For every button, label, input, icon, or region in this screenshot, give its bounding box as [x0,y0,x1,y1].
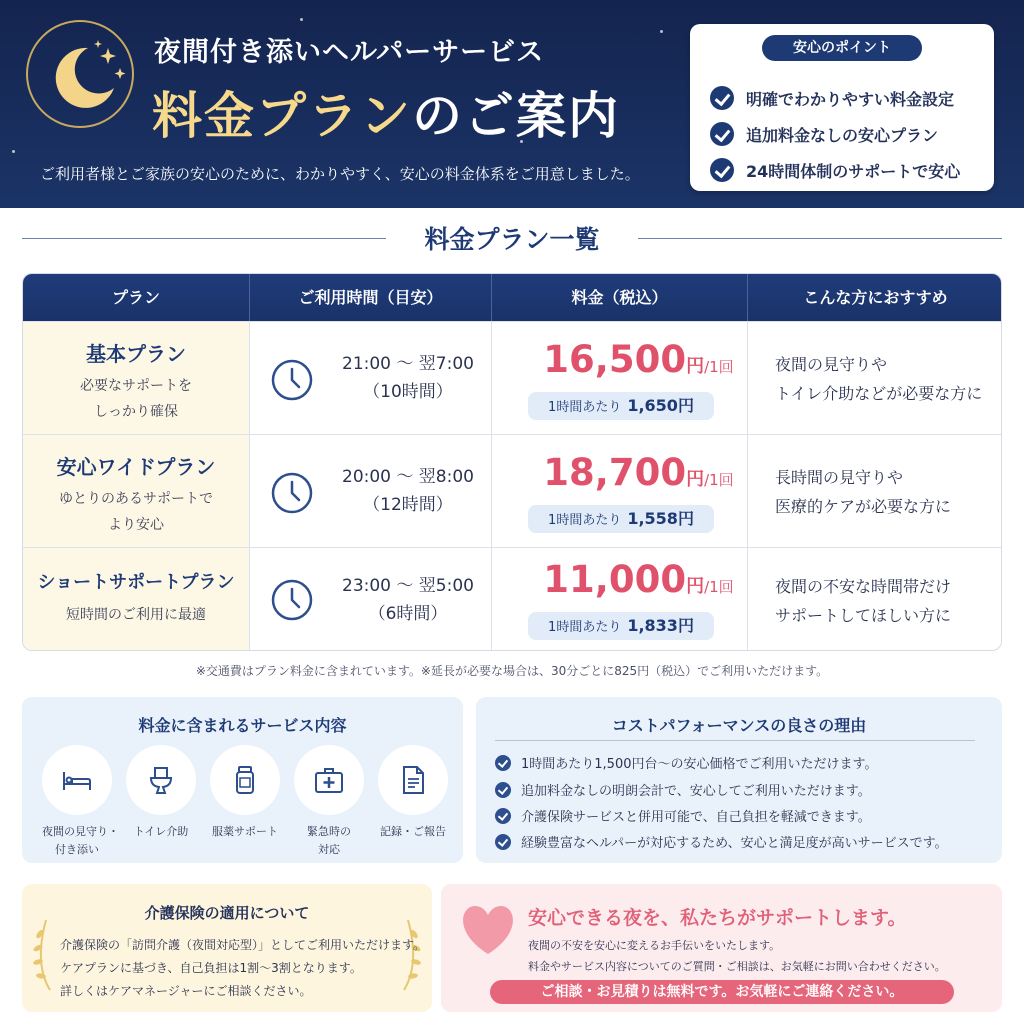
first-aid-kit-icon [294,745,364,815]
price-value: 11,000 [543,558,687,601]
per-hour-value: 1,833円 [627,616,694,635]
clock-icon [270,358,314,402]
service-item [210,745,280,841]
medicine-bottle-icon [210,745,280,815]
price-unit: 円 [686,356,705,377]
column-divider [491,322,492,434]
per-hour-value: 1,558円 [627,509,694,528]
plan-name: 基本プラン [86,342,186,366]
check-icon [495,755,511,771]
service-item [42,745,119,859]
price-value: 16,500 [543,338,687,381]
cost-item [495,753,877,772]
star-decoration [12,150,15,153]
price-per: /1回 [704,471,734,489]
recommend-text: サポートしてほしい方に [775,606,952,625]
cost-item-text: 1時間あたり1,500円台〜の安心価格でご利用いただけます。 [521,757,878,772]
cost-item [495,780,871,799]
column-divider [747,435,748,547]
price-unit: 円 [686,469,705,490]
recommend-text: トイレ介助などが必要な方に [775,384,983,403]
point-label: 24時間体制のサポートで安心 [746,161,961,181]
point-label: 明確でわかりやすい料金設定 [746,89,955,109]
plan-price [531,558,746,601]
time-range: 23:00 〜 翌5:00 [342,576,474,596]
lead-text: ご利用者様とご家族の安心のために、わかりやすく、安心の料金体系をご用意しました。 [40,165,640,183]
column-header-recommend: こんな方におすすめ [803,288,948,307]
point-label: 追加料金なしの安心プラン [746,125,939,145]
table-row [23,321,1002,434]
laurel-icon [28,914,58,994]
cost-divider [495,740,975,741]
service-label: 記録・ご報告 [380,825,446,838]
page-title-rest: のご案内 [412,87,620,145]
recommend-text: 夜間の不安な時間帯だけ [775,577,952,596]
service-label: 緊急時の [307,825,351,838]
laurel-icon [396,914,426,994]
column-divider [747,548,748,651]
plan-cell [23,435,249,547]
insurance-title: 介護保険の適用について [144,904,310,922]
column-divider [491,548,492,651]
time-hours: （10時間） [363,382,453,402]
column-divider [491,435,492,547]
time-range: 20:00 〜 翌8:00 [342,467,474,487]
clock-icon [270,471,314,515]
price-unit: 円 [686,576,705,597]
service-label: 対応 [318,843,340,856]
plan-price [531,338,746,381]
per-hour-label: 1時間あたり [548,400,622,415]
service-label: 夜間の見守り・ [42,825,119,838]
check-icon [710,158,734,182]
column-header-plan: プラン [111,288,160,307]
column-divider [249,435,250,547]
contact-cta-banner[interactable]: ご相談・お見積りは無料です。お気軽にご連絡ください。 [490,980,954,1004]
toilet-icon [126,745,196,815]
plan-desc: しっかり確保 [94,404,178,420]
check-icon [710,122,734,146]
service-subtitle: 夜間付き添いヘルパーサービス [154,37,545,68]
page-title [152,76,620,148]
table-row [23,547,1002,651]
cost-title: コストパフォーマンスの良さの理由 [611,716,867,735]
price-value: 18,700 [543,451,687,494]
footnote: ※交通費はプラン料金に含まれています。※延長が必要な場合は、30分ごとに825円（税込）でご利用いただけます。 [195,664,829,678]
column-header-price: 料金（税込） [571,288,668,307]
clock-icon [270,578,314,622]
insurance-text: 詳しくはケアマネージャーにご相談ください。 [60,984,312,998]
plan-name: 安心ワイドプラン [56,455,216,479]
recommend-text: 夜間の見守りや [775,355,888,374]
plan-desc: ゆとりのあるサポートで [59,491,213,507]
cost-item-text: 経験豊富なヘルパーが対応するため、安心と満足度が高いサービスです。 [521,836,948,851]
per-hour-badge [528,392,714,420]
recommend-text: 医療的ケアが必要な方に [775,497,952,516]
time-range: 21:00 〜 翌7:00 [342,354,474,374]
column-divider [249,548,250,651]
cost-item [495,832,948,851]
points-badge: 安心のポイント [762,35,922,61]
bed-icon [42,745,112,815]
per-hour-badge [528,505,714,533]
service-item [126,745,196,841]
check-icon [495,834,511,850]
price-table [22,273,1002,651]
table-row [23,434,1002,547]
column-divider [249,322,250,434]
per-hour-label: 1時間あたり [548,513,622,528]
per-hour-label: 1時間あたり [548,620,622,635]
plan-name: ショートサポートプラン [37,572,235,593]
recommend-text: 長時間の見守りや [775,468,904,487]
section-title: 料金プラン一覧 [424,225,600,254]
plan-desc: 必要なサポートを [80,378,192,394]
insurance-text: ケアプランに基づき、自己負担は1割〜3割となります。 [60,961,362,975]
services-title: 料金に含まれるサービス内容 [138,716,347,735]
star-decoration [300,18,303,21]
support-text: 夜間の不安を安心に変えるお手伝いをいたします。 [528,939,781,952]
time-hours: （12時間） [363,495,453,515]
plan-desc: より安心 [108,517,164,533]
service-item [378,745,448,841]
points-card [690,24,994,191]
service-label: 服薬サポート [212,825,278,838]
cost-item [495,806,871,825]
support-text: 料金やサービス内容についてのご質問・ご相談は、お気軽にお問い合わせください。 [528,960,946,973]
cost-item-text: 介護保険サービスと併用可能で、自己負担を軽減できます。 [521,810,871,825]
per-hour-badge [528,612,714,640]
price-per: /1回 [704,578,734,596]
check-icon [495,808,511,824]
column-header-time: ご利用時間（目安） [298,288,443,307]
plan-price [531,451,746,494]
service-label: トイレ介助 [133,825,189,838]
point-item [710,122,938,146]
service-label: 付き添い [55,843,99,856]
cost-item-text: 追加料金なしの明朗会計で、安心してご利用いただけます。 [521,784,871,799]
header-banner [0,0,1024,208]
heart-icon [459,904,517,956]
check-icon [710,86,734,110]
price-per: /1回 [704,358,734,376]
star-decoration [660,30,663,33]
column-divider [747,322,748,434]
plan-desc: 短時間のご利用に最適 [66,607,206,623]
insurance-text: 介護保険の「訪問介護（夜間対応型）」としてご利用いただけます。 [60,938,426,952]
document-icon [378,745,448,815]
time-hours: （6時間） [368,604,448,624]
plan-cell [23,322,249,434]
check-icon [495,782,511,798]
per-hour-value: 1,650円 [627,396,694,415]
point-item [710,158,960,182]
point-item [710,86,954,110]
service-item [294,745,364,859]
support-title: 安心できる夜を、私たちがサポートします。 [528,907,907,929]
plan-cell [23,548,249,651]
table-header [23,274,1002,321]
page-title-highlight: 料金プラン [152,87,412,145]
moon-icon [26,20,134,128]
